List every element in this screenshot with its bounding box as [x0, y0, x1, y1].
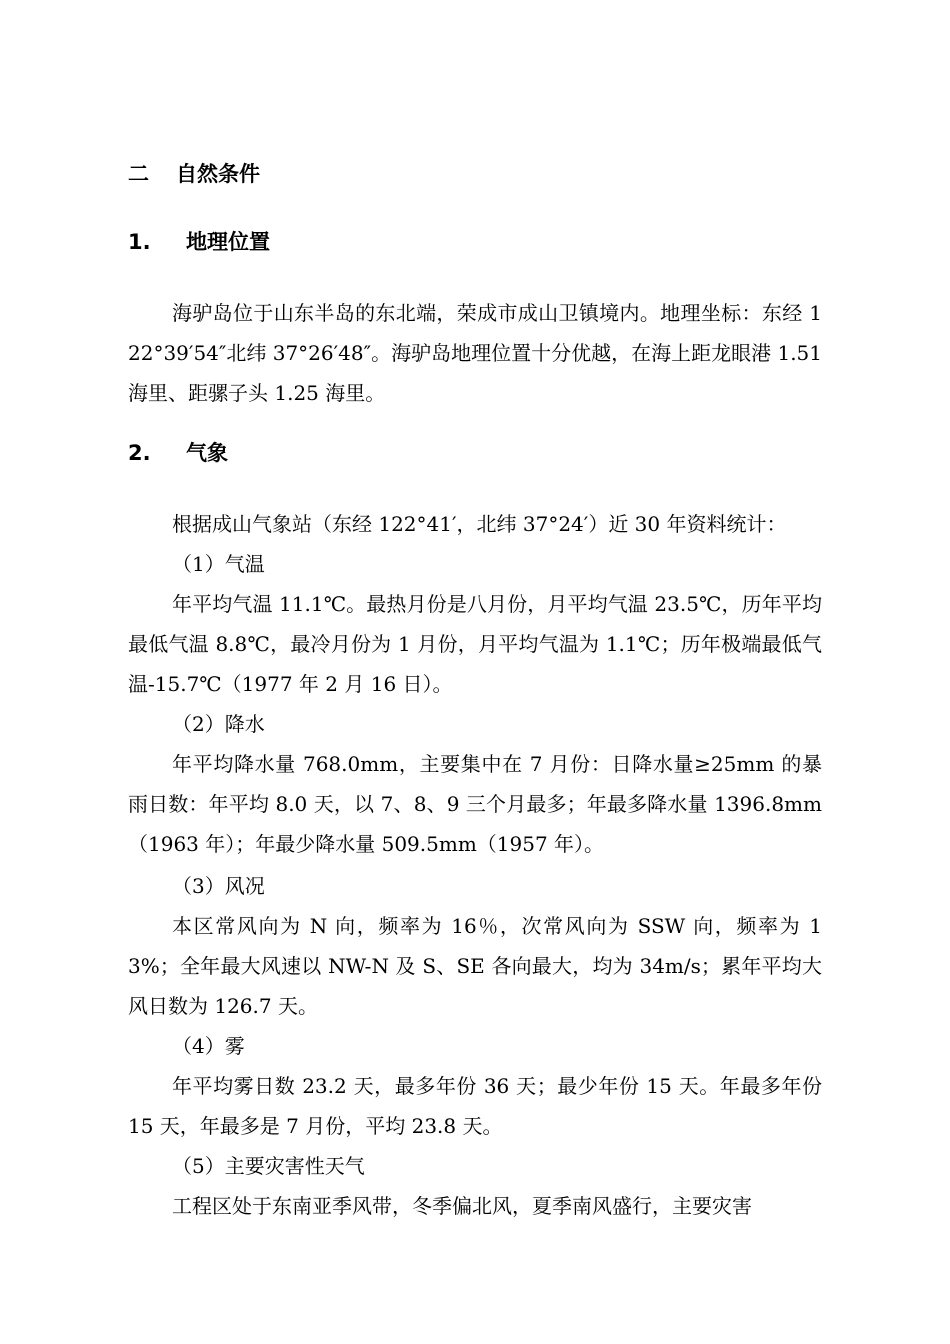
- heading-title: 地理位置: [186, 230, 270, 254]
- subheading-wind: （3）风况: [172, 874, 265, 898]
- paragraph-disaster: 工程区处于东南亚季风带，冬季偏北风，夏季南风盛行，主要灾害: [172, 1194, 752, 1218]
- subheading-temperature: （1）气温: [172, 552, 265, 576]
- heading-geo-location: [128, 228, 270, 256]
- heading-number: 2.: [128, 441, 151, 465]
- section-number: 二: [128, 162, 149, 186]
- paragraph-temperature: 年平均气温 11.1℃。最热月份是八月份，月平均气温 23.5℃，历年平均最低气温 8.8℃，最冷月份为 1 月份，月平均气温为 1.1℃；历年极端最低气温-15.7℃（1977 年 2 月 16 日）。: [128, 592, 822, 696]
- paragraph-fog: 年平均雾日数 23.2 天，最多年份 36 天；最少年份 15 天。年最多年份 15 天，年最多是 7 月份，平均 23.8 天。: [128, 1074, 822, 1138]
- heading-number: 1.: [128, 230, 151, 254]
- section-title: 自然条件: [176, 162, 260, 186]
- heading-title: 气象: [186, 441, 228, 465]
- paragraph-precipitation: 年平均降水量 768.0mm，主要集中在 7 月份：日降水量≥25mm 的暴雨日数：年平均 8.0 天，以 7、8、9 三个月最多；年最多降水量 1396.8mm（1963 年）；年最少降水量 509.5mm（1957 年）。: [128, 752, 822, 856]
- subheading-fog: （4）雾: [172, 1034, 245, 1058]
- section-heading: [128, 160, 260, 188]
- subheading-precipitation: （2）降水: [172, 712, 265, 736]
- subheading-disaster: （5）主要灾害性天气: [172, 1154, 365, 1178]
- heading-weather: [128, 439, 228, 467]
- paragraph-wind: 本区常风向为 N 向，频率为 16％，次常风向为 SSW 向，频率为 13%；全年最大风速以 NW-N 及 S、SE 各向最大，均为 34m/s；累年平均大风日数为 126.7 天。: [128, 914, 822, 1018]
- paragraph-geo-location: 海驴岛位于山东半岛的东北端，荣成市成山卫镇境内。地理坐标：东经 122°39′54″北纬 37°26′48″。海驴岛地理位置十分优越，在海上距龙眼港 1.51 海里、距骡子头 1.25 海里。: [128, 301, 822, 405]
- paragraph-weather-intro: 根据成山气象站（东经 122°41′，北纬 37°24′）近 30 年资料统计：: [172, 512, 787, 536]
